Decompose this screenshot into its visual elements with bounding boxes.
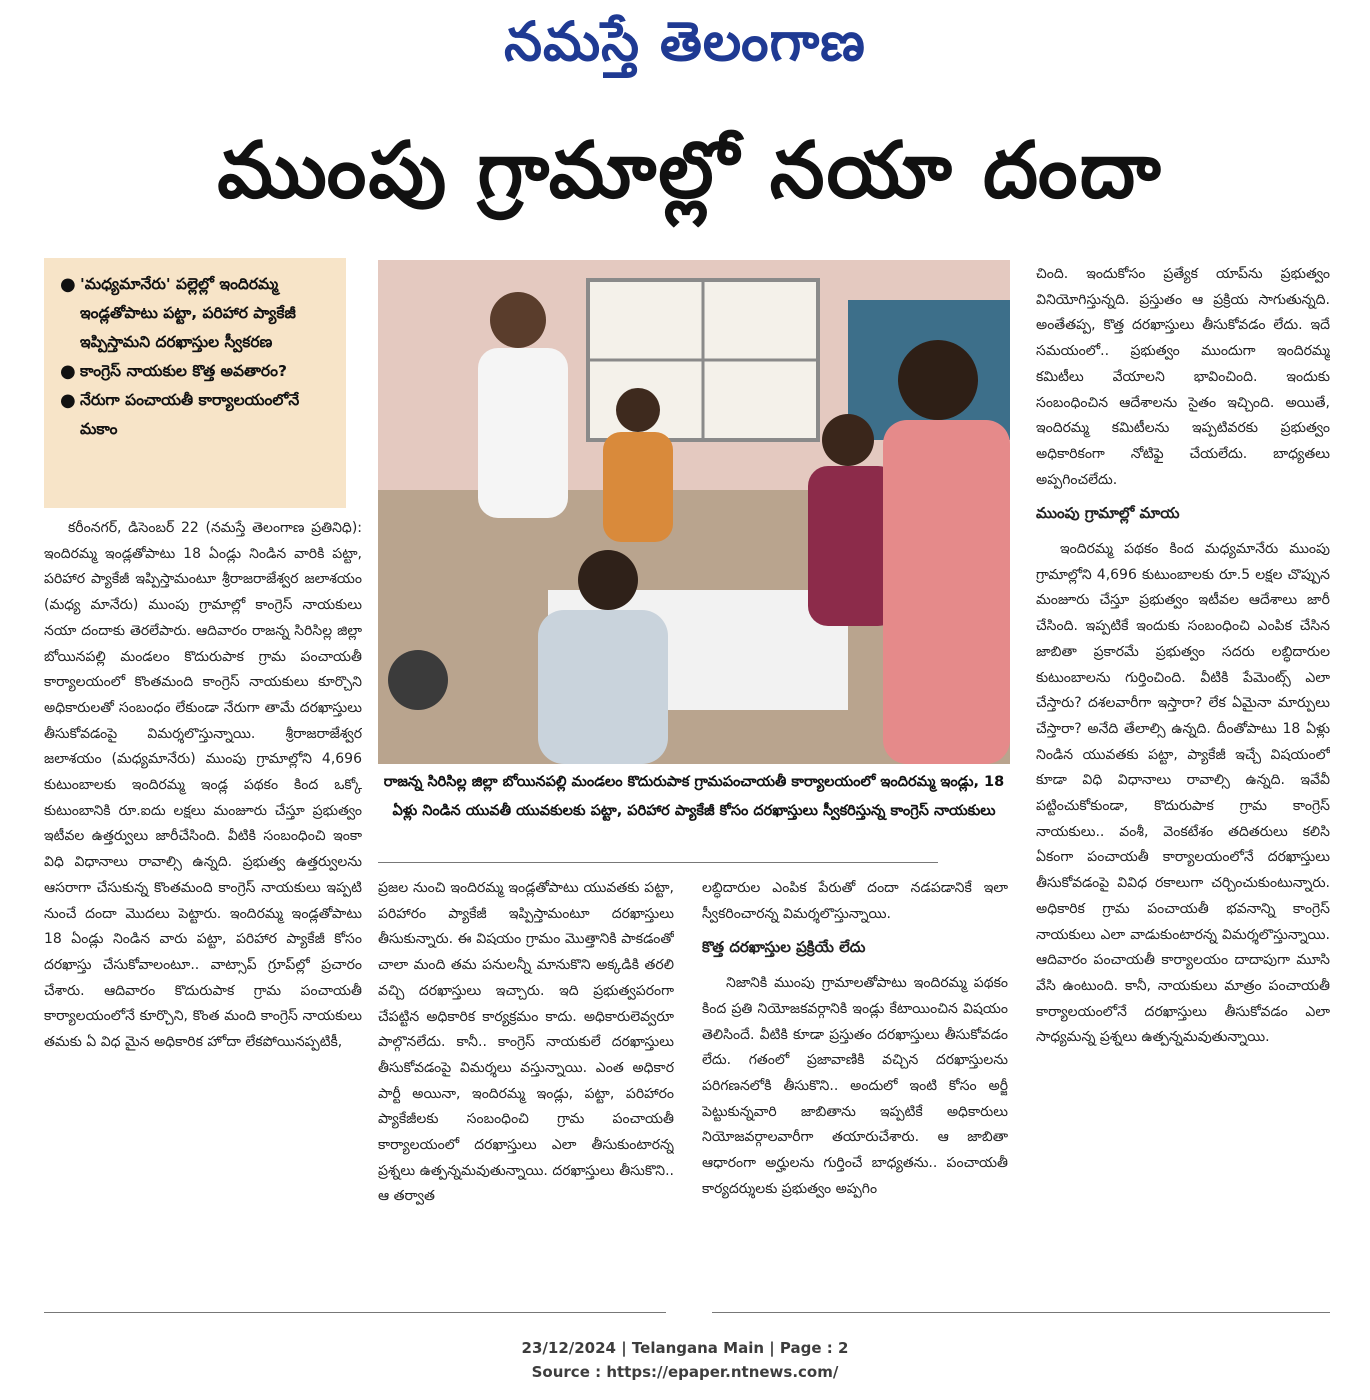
article-headline: ముంపు గ్రామాల్లో నయా దందా [217,126,1163,216]
highlight-text: 'మధ్యమానేరు' పల్లెల్లో ఇందిరమ్మ ఇండ్లతోపాటు పట్టా, పరిహార ప్యాకేజీ ఇప్పిస్తామని దరఖాస్తుల స్వీకరణ [80,275,296,351]
section-subheading: కొత్త దరఖాస్తుల ప్రక్రియే లేదు [702,938,866,957]
highlights-box [44,258,346,508]
highlight-item [58,386,336,444]
bullet-icon: ● [60,274,76,295]
article-column-1 [44,516,362,1302]
article-paragraph: ప్రజల నుంచి ఇందిరమ్మ ఇండ్లతోపాటు యువతకు పట్టా, పరిహారం ప్యాకేజీ ఇప్పిస్తామంటూ దరఖాస్తులు తీసుకున్నారు. ఈ విషయం గ్రామం మొత్తానికి పాకడంతో చాలా మంది తమ పనులన్నీ మానుకొని అక్కడికి తరలి వచ్చి దరఖాస్తులు ఇచ్చారు. ఇది ప్రభుత్వపరంగా చేపట్టిన అధికారిక కార్యక్రమం కాదు. అధికారులెవ్వరూ పాల్గొనలేదు. కానీ.. కాంగ్రెస్ నాయకులే దరఖాస్తులు తీసుకోవడంపై విమర్శలు వస్తున్నాయి. ఎంత అధికార పార్టీ అయినా, ఇందిరమ్మ ఇండ్లు, పట్టా, పరిహారం ప్యాకేజీలకు సంబంధించి గ్రామ పంచాయతీ కార్యాలయంలో దరఖాస్తులు ఎలా తీసుకుంటారన్న ప్రశ్నలు ఉత్పన్నమవుతున్నాయి. దరఖాస్తులు తీసుకొని.. ఆ తర్వాత [378,880,674,1205]
footer-date-edition: 23/12/2024 | Telangana Main | Page : 2 [521,1339,849,1357]
section-subheading: ముంపు గ్రామాల్లో మాయ [1036,504,1180,523]
article-paragraph: ఇందిరమ్మ పథకం కింద మధ్యమానేరు ముంపు గ్రామాల్లోని 4,696 కుటుంబాలకు రూ.5 లక్షల చొప్పున మంజూరు చేస్తూ ప్రభుత్వం ఇటీవల ఆదేశాలు జారీ చేసింది. ఇప్పటికే ఇందుకు సంబంధించి ఎంపిక చేసిన జాబితా ప్రకారమే ప్రభుత్వం సదరు లబ్ధిదారుల కుటుంబాలను గుర్తించింది. వీటికి పేమెంట్స్ ఎలా చేస్తారు? దశలవారీగా ఇస్తారా? లేక ఏమైనా మార్పులు చేస్తారా? అనేది తేలాల్సి ఉన్నది. దీంతోపాటు 18 ఏళ్లు నిండిన యువతకు పట్టా, ప్యాకేజీ ఇచ్చే విషయంలో కూడా విధి విధానాలు రావాల్సి ఉన్నది. ఇవేవీ పట్టించుకోకుండా, కొదురుపాక గ్రామ కాంగ్రెస్ నాయకులు.. వంశీ, వెంకటేశం తదితరులు కలిసి ఏకంగా పంచాయతీ కార్యాలయంలోనే దరఖాస్తులు తీసుకోవడంపై వివిధ రకాలుగా చర్చించుకుంటున్నారు. అధికారిక గ్రామ పంచాయతీ భవనాన్ని కాంగ్రెస్ నాయకులు ఎలా వాడుకుంటారన్న విమర్శలొస్తున్నాయి. ఆదివారం పంచాయతీ కార్యాలయం దాదాపుగా మూసి వేసి ఉంటుంది. కానీ, నాయకులు మాత్రం పంచాయతీ కార్యాలయంలోనే దరఖాస్తులు తీసుకోవడం ఎలా సాధ్యమన్న ప్రశ్నలు ఉత్పన్నమవుతున్నాయి. [1036,541,1330,1046]
newspaper-masthead: నమస్తే తెలంగాణ [504,9,866,73]
highlight-item [58,357,336,386]
bottom-divider [44,1312,666,1313]
article-column-3 [702,876,1008,1302]
photo-caption: రాజన్న సిరిసిల్ల జిల్లా బోయినపల్లి మండలం కొదురుపాక గ్రామపంచాయతీ కార్యాలయంలో ఇందిరమ్మ ఇండ్లు, 18 ఏళ్లు నిండిన యువతీ యువకులకు పట్టా, పరిహార ప్యాకేజీ కోసం దరఖాస్తులు స్వీకరిస్తున్న కాంగ్రెస్ నాయకులు [383,774,1005,819]
highlight-text: నేరుగా పంచాయతీ కార్యాలయంలోనే మకాం [80,391,300,438]
caption-divider [378,862,938,863]
article-column-4 [1036,262,1330,1302]
bullet-icon: ● [60,390,76,411]
article-paragraph: లబ్ధిదారుల ఎంపిక పేరుతో దందా నడపడానికే ఇలా స్వీకరించారన్న విమర్శలొస్తున్నాయి. [702,880,1008,922]
article-paragraph: కరీంనగర్, డిసెంబర్ 22 (నమస్తే తెలంగాణ ప్రతినిధి): ఇందిరమ్మ ఇండ్లతోపాటు 18 ఏండ్లు నిండిన వారికి పట్టా, పరిహార ప్యాకేజీ ఇప్పిస్తామంటూ శ్రీరాజరాజేశ్వర జలాశయం (మధ్య మానేరు) ముంపు గ్రామాల్లో కాంగ్రెస్ నాయకులు నయా దందాకు తెరలేపారు. ఆదివారం రాజన్న సిరిసిల్ల జిల్లా బోయినపల్లి మండలం కొదురుపాక గ్రామ పంచాయతీ కార్యాలయంలో కొంతమంది కాంగ్రెస్ నాయకులు కూర్చొని అధికారులతో సంబంధం లేకుండా నేరుగా తామే దరఖాస్తులు తీసుకోవడంపై విమర్శలొస్తున్నాయి. శ్రీరాజరాజేశ్వర జలాశయం (మధ్యమానేరు) ముంపు గ్రామాల్లోని 4,696 కుటుంబాలకు ఇందిరమ్మ ఇండ్ల పథకం కింద ఒక్కో కుటుంబానికి రూ.ఐదు లక్షలు మంజూరు చేస్తూ ప్రభుత్వం ఇటీవల ఉత్తర్వులు జారీచేసింది. వీటికి సంబంధించి ఇంకా విధి విధానాలు రావాల్సి ఉన్నది. ప్రభుత్వ ఉత్తర్వులను ఆసరాగా చేసుకున్న కొంతమంది కాంగ్రెస్ నాయకులు ఇప్పటి నుంచే దందా మొదలు పెట్టారు. ఇందిరమ్మ ఇండ్లతోపాటు 18 ఏండ్లు నిండిన వారు పట్టా, పరిహార ప్యాకేజీ కోసం దరఖాస్తు చేసుకోవాలంటూ.. వాట్సాప్ గ్రూప్‌ల్లో ప్రచారం చేశారు. ఆదివారం కొదురుపాక గ్రామ పంచాయతీ కార్యాలయంలోనే కూర్చొని, కొంత మంది కాంగ్రెస్ నాయకులు తమకు ఏ విధ మైన అధికారిక హోదా లేకపోయినప్పటికీ, [44,520,362,1051]
article-photo [378,260,1010,764]
photo-illustration [378,260,1010,764]
page-footer [0,1336,1370,1384]
bottom-divider [712,1312,1330,1313]
article-paragraph: నిజానికి ముంపు గ్రామాలతోపాటు ఇందిరమ్మ పథకం కింద ప్రతి నియోజకవర్గానికి ఇండ్లు కేటాయించిన విషయం తెలిసిందే. వీటికి కూడా ప్రస్తుతం దరఖాస్తులు తీసుకోవడం లేదు. గతంలో ప్రజావాణికి వచ్చిన దరఖాస్తులను పరిగణనలోకి తీసుకొని.. అందులో ఇంటి కోసం అర్జీ పెట్టుకున్నవారి జాబితాను ఇప్పటికే అధికారులు నియోజవర్గాలవారీగా తయారుచేశారు. ఆ జాబితా ఆధారంగా అర్హులను గుర్తించే బాధ్యతను.. పంచాయతీ కార్యదర్శులకు ప్రభుత్వం అప్పగిం [702,975,1008,1197]
article-paragraph: చింది. ఇందుకోసం ప్రత్యేక యాప్‌ను ప్రభుత్వం వినియోగిస్తున్నది. ప్రస్తుతం ఆ ప్రక్రియ సాగుతున్నది. అంతేతప్ప, కొత్త దరఖాస్తులు తీసుకోవడం లేదు. ఇదే సమయంలో.. ప్రభుత్వం ముందుగా ఇందిరమ్మ కమిటీలు వేయాలని భావించింది. ఇందుకు సంబంధించిన ఆదేశాలను సైతం ఇచ్చింది. అయితే, ఇందిరమ్మ కమిటీలను ఇప్పటివరకు ప్రభుత్వం అధికారికంగా నోటిఫై చేయలేదు. బాధ్యతలు అప్పగించలేదు. [1036,266,1330,488]
footer-source-link[interactable]: Source : https://epaper.ntnews.com/ [531,1363,839,1381]
highlight-item [58,270,336,357]
article-column-2 [378,876,674,1302]
highlight-text: కాంగ్రెస్ నాయకుల కొత్త అవతారం? [80,362,287,380]
bullet-icon: ● [60,361,76,382]
